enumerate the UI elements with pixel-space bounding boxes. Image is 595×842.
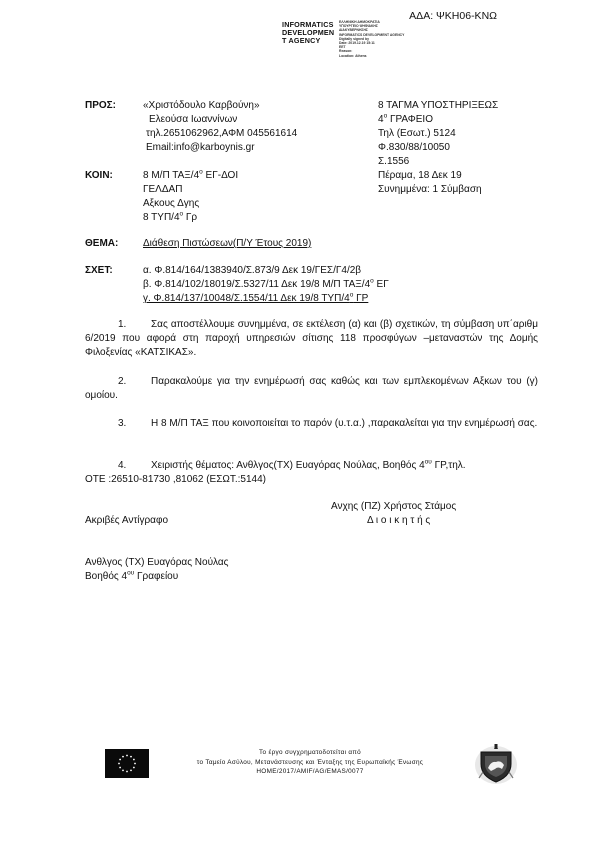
references-block [143, 264, 389, 306]
reference-c: γ. Φ.814/137/10048/Σ.1554/11 Δεκ 19/8 ΤΥΠ/$4^o$ ΓΡ [143, 291, 369, 304]
sender-attachments: Συνημμένα: 1 Σύμβαση [378, 184, 482, 195]
sender-date: Πέραμα, 18 Δεκ 19 [378, 170, 462, 181]
subject-label: ΘΕΜΑ: [85, 238, 119, 249]
sender-file: Φ.830/88/10050 [378, 142, 450, 153]
subject-text: Διάθεση Πιστώσεων(Π/Υ Έτους 2019) [143, 238, 312, 249]
paragraph-text: Χειριστής θέματος: Ανθλγος(ΤΧ) Ευαγόρας Νούλας, Βοηθός $4^{o\upsilon}$ ΓΡ,τηλ. [151, 458, 466, 471]
references-label: ΣΧΕΤ: [85, 265, 113, 276]
cc-block [143, 169, 238, 225]
stamp-line: INFORMATICS DEVELOPMENT AGENCY [339, 32, 405, 37]
footer-funding-note [160, 748, 460, 777]
signature-title: Δ ι ο ι κ η τ ή ς [367, 515, 431, 526]
recipient-name: «Χριστόδουλο Καρβούνη» [143, 100, 260, 111]
paragraph-text: Η 8 Μ/Π ΤΑΞ που κοινοποιείται το παρόν (υ.τ.α.) ,παρακαλείται για την ενημέρωσή σας. [151, 418, 538, 429]
paragraph-number: 2. [118, 376, 127, 387]
paragraph-2 [85, 375, 538, 403]
stamp-line: ΕΛΛΗΝΙΚΗ ΔΗΜΟΚΡΑΤΙΑ [339, 20, 380, 24]
recipient-city: Ελεούσα Ιωαννίνων [149, 114, 238, 125]
paragraph-4-phone: ΟΤΕ :26510-81730 ,81062 (ΕΣΩΤ.:5144) [85, 474, 267, 485]
recipient-email: Email:info@karboynis.gr [146, 142, 255, 153]
sender-serial: Σ.1556 [378, 156, 410, 167]
copy-signer-role: Βοηθός $4^{o\upsilon}$ Γραφείου [85, 569, 179, 582]
stamp-line: EET [339, 45, 346, 50]
stamp-line: Location: Athens [339, 53, 367, 58]
paragraph-1 [85, 318, 538, 360]
logo-line: T AGENCY [282, 36, 321, 45]
digital-signature-stamp [339, 20, 404, 58]
cc-label: ΚΟΙΝ: [85, 170, 113, 181]
eu-flag-icon [105, 749, 149, 778]
sender-block [378, 99, 498, 197]
stamp-line: Date: 2019.12.19 15:11 [339, 41, 375, 46]
paragraph-text: Σας αποστέλλουμε συνημμένα, σε εκτέλεση (α) και (β) σχετικών, τη σύμβαση υπ΄αριθμ 6/2019 που αφορά στη παροχή υπηρεσιών σίτισης 118 προσφύγων –μεταναστών της Δομής Φιλοξενίας «ΚΑΤΣΙΚΑΣ». [85, 319, 538, 358]
stamp-line: ΔΙΑΚΥΒΕΡΝΗΣΗΣ [339, 28, 368, 33]
cc-line: 8 Μ/Π ΤΑΞ/$4^o$ ΕΓ-ΔΟΙ [143, 168, 239, 181]
paragraph-number: 1. [118, 319, 127, 330]
reference-b: β. Φ.814/102/18019/Σ.5327/11 Δεκ 19/8 Μ/Π ΤΑΞ/$4^o$ ΕΓ [143, 277, 389, 290]
paragraph-4 [85, 459, 538, 473]
sender-phone: Τηλ (Εσωτ.) 5124 [378, 128, 456, 139]
recipient-label: ΠΡΟΣ: [85, 100, 117, 111]
stamp-line: Digitally signed by [339, 36, 369, 41]
logo-line: DEVELOPMEN [282, 28, 335, 37]
copy-signer-name: Ανθλγος (ΤΧ) Ευαγόρας Νούλας [85, 557, 229, 568]
recipient-block [143, 99, 297, 155]
cc-line: Αξκους Δγης [143, 198, 200, 209]
paragraph-3 [85, 417, 538, 431]
cc-line: 8 ΤΥΠ/$4^o$ Γρ [143, 210, 198, 223]
paragraph-number: 3. [118, 418, 127, 429]
eu-flag-background [105, 749, 149, 778]
ada-code: ΑΔΑ: ΨΚΗ06-ΚΝΩ [409, 10, 497, 22]
informatics-agency-logo [282, 21, 334, 45]
reference-a: α. Φ.814/164/1383940/Σ.873/9 Δεκ 19/ΓΕΣ/Γ4/2β [143, 265, 362, 276]
stamp-line: ΥΠΟΥΡΓΕΙΟ ΨΗΦΙΑΚΗΣ [339, 24, 378, 29]
sender-office: $4^o$ ΓΡΑΦΕΙΟ [378, 112, 433, 125]
footer-line: Το έργο συγχρηματοδοτείται από [259, 749, 361, 756]
signature-name: Ανχης (ΠΖ) Χρήστος Στάμος [331, 501, 457, 512]
paragraph-text: Παρακαλούμε για την ενημέρωσή σας καθώς και των εμπλεκομένων Αξκων του (γ) ομοίου. [85, 376, 538, 401]
recipient-phone: τηλ.2651062962,ΑΦΜ 045561614 [146, 128, 298, 139]
logo-line: INFORMATICS [282, 20, 334, 29]
footer-line: το Ταμείο Ασύλου, Μετανάστευσης και Ένταξης της Ευρωπαϊκής Ένωσης [196, 758, 424, 766]
paragraph-number: 4. [118, 460, 127, 471]
unit-emblem-icon [473, 742, 519, 786]
footer-line: HOME/2017/AMIF/AG/EMAS/0077 [256, 768, 364, 775]
sender-unit: 8 ΤΑΓΜΑ ΥΠΟΣΤΗΡΙΞΕΩΣ [378, 100, 499, 111]
stamp-line: Reason: [339, 49, 353, 54]
cc-line: ΓΕΛΔΑΠ [143, 184, 183, 195]
certified-copy-label: Ακριβές Αντίγραφο [85, 515, 169, 526]
